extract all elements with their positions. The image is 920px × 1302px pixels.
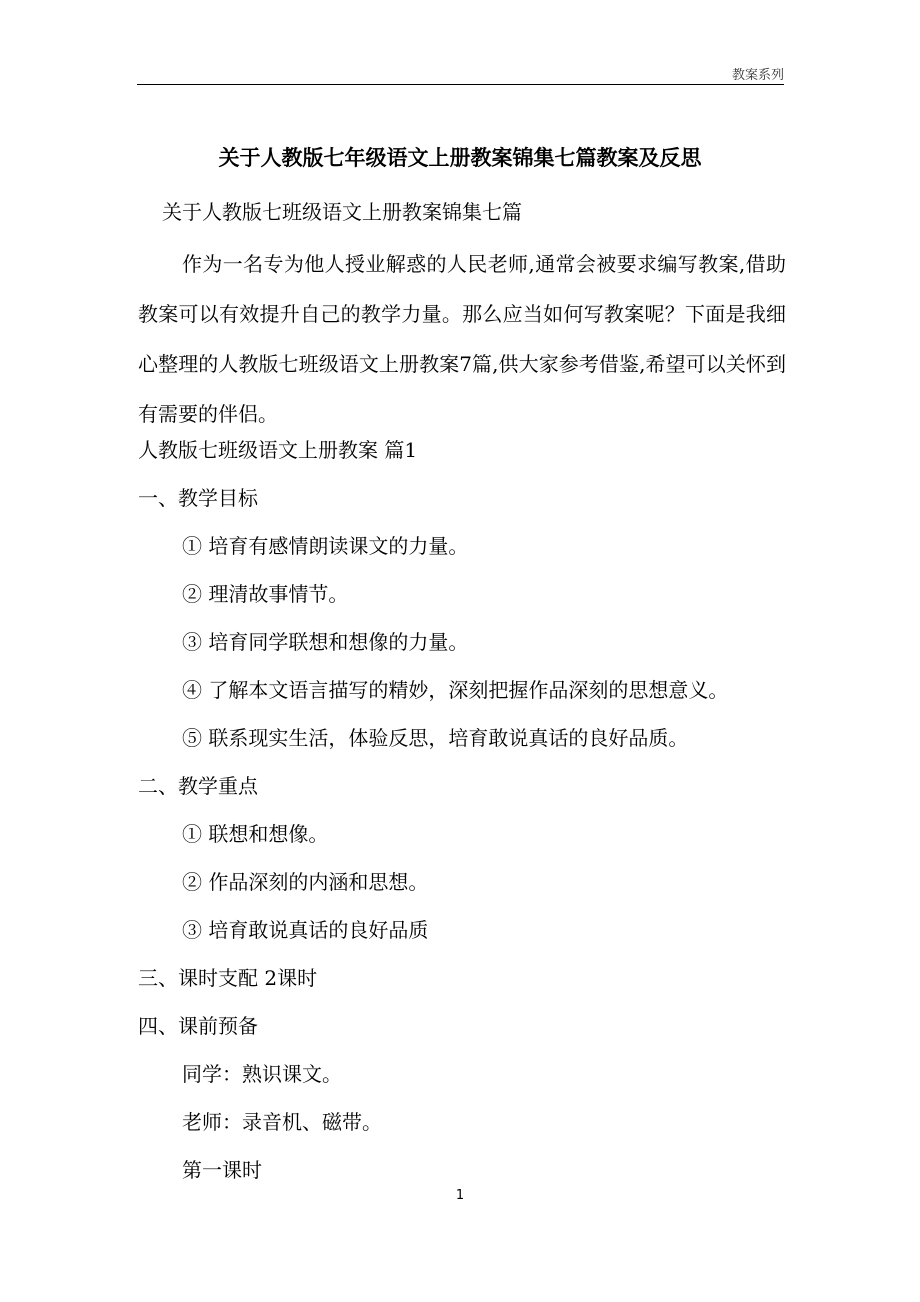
section-heading-schedule: 三、课时支配 2课时 [138,966,318,990]
goal-item: ③ 培育同学联想和想像的力量。 [182,630,469,654]
document-title: 关于人教版七年级语文上册教案锦集七篇教案及反思 [218,145,702,170]
section-heading-preparation: 四、课前预备 [138,1014,258,1038]
goal-item: ④ 了解本文语言描写的精妙，深刻把握作品深刻的思想意义。 [182,678,729,702]
key-point-item: ① 联想和想像。 [182,822,329,846]
prep-students: 同学：熟识课文。 [182,1062,342,1086]
intro-paragraph: 作为一名专为他人授业解惑的人民老师,通常会被要求编写教案,借助教案可以有效提升自己的教学力量。那么应当如何写教案呢？下面是我细心整理的人教版七班级语文上册教案7篇,供大家参考借鉴,希望可以关怀到有需要的伴侣。 [138,252,786,426]
key-point-item: ② 作品深刻的内涵和思想。 [182,870,429,894]
goal-item: ① 培育有感情朗读课文的力量。 [182,534,469,558]
first-period-label: 第一课时 [182,1158,262,1182]
section-heading-key-points: 二、教学重点 [138,774,258,798]
section-heading-goals: 一、教学目标 [138,486,258,510]
key-point-item: ③ 培育敢说真话的良好品质 [182,918,429,942]
goal-item: ⑤ 联系现实生活，体验反思，培育敢说真话的良好品质。 [182,726,689,750]
goal-item: ② 理清故事情节。 [182,582,349,606]
lesson-heading: 人教版七班级语文上册教案 篇1 [138,438,418,462]
header-series-label: 教案系列 [731,68,784,83]
header-divider [137,84,784,85]
document-subtitle: 关于人教版七班级语文上册教案锦集七篇 [162,200,522,224]
page-number: 1 [455,1188,465,1203]
prep-teacher: 老师：录音机、磁带。 [182,1110,382,1134]
